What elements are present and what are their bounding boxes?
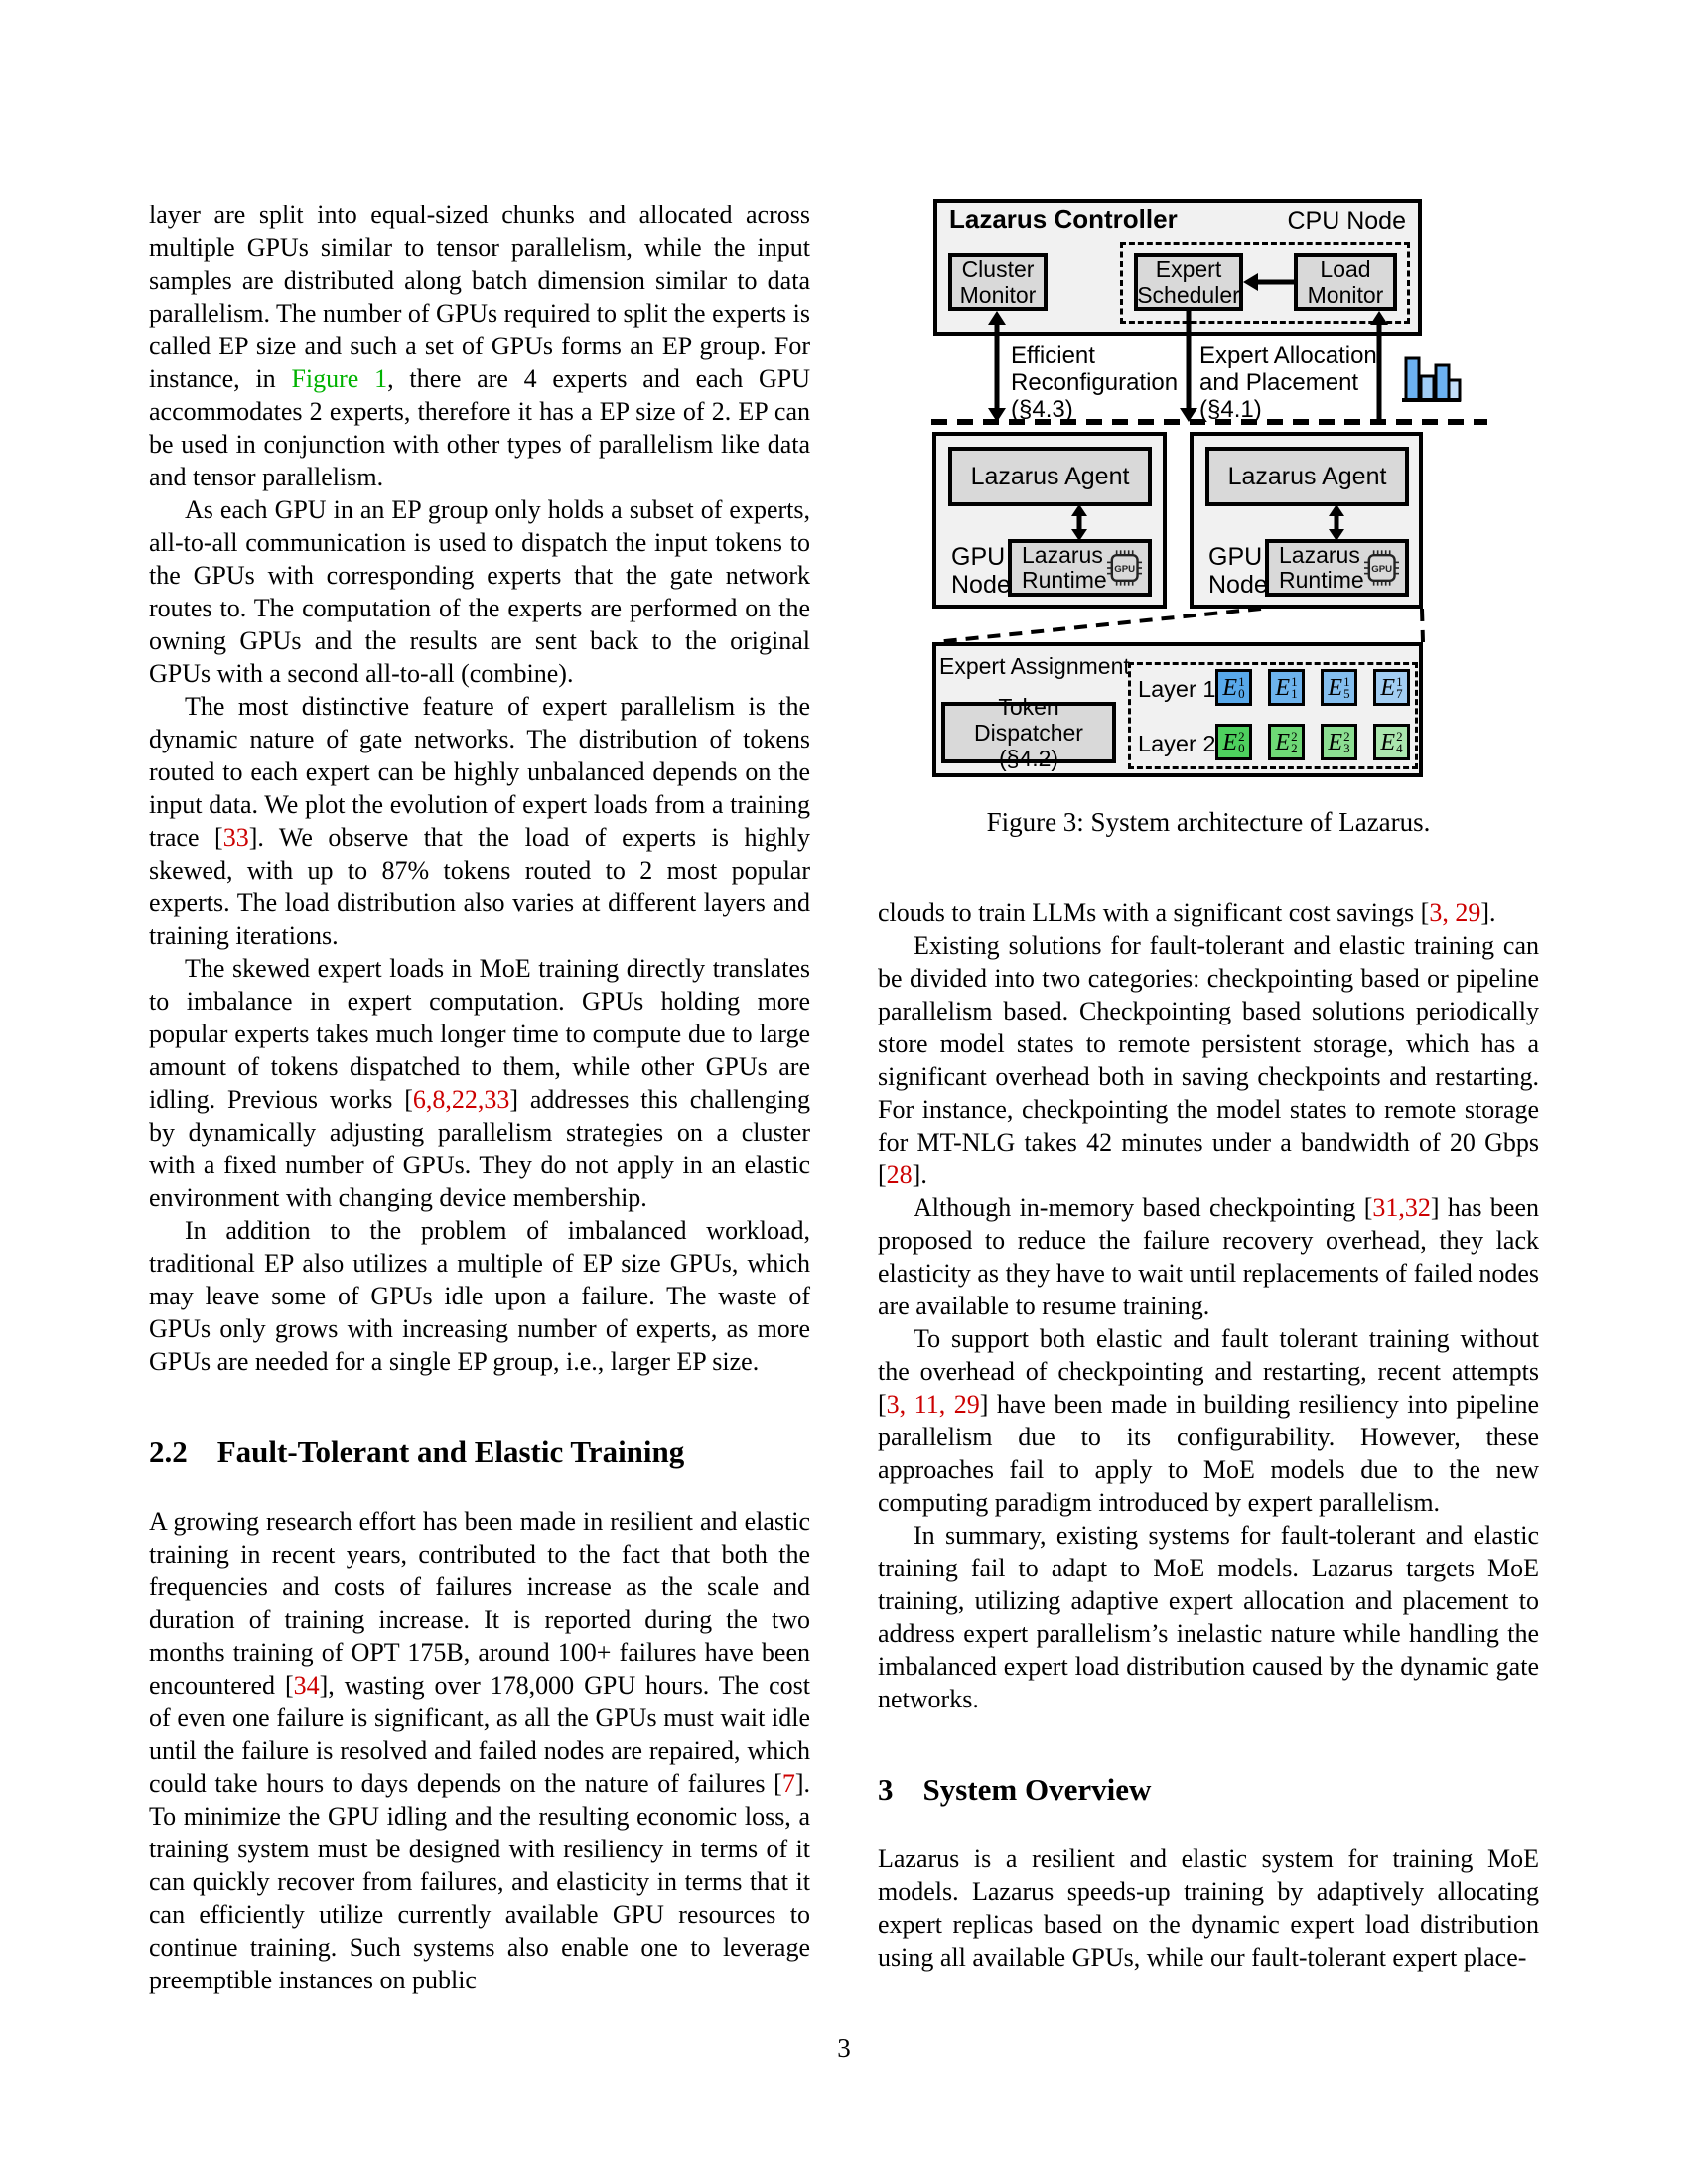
text-run: ]. — [1480, 898, 1496, 927]
body-paragraph — [149, 199, 810, 493]
expert-cell-E4-layer2: E 2 4 — [1373, 724, 1410, 760]
expert-cell-E0-layer2: E 2 0 — [1215, 724, 1252, 760]
text-run: ] has been proposed to reduce the failure recovery overhead, they lack elasticity as they have to wait until replacements of failed nodes are available to resume training. — [878, 1193, 1539, 1320]
load-monitor-line2: Monitor — [1307, 282, 1384, 308]
citation-link[interactable]: 34 — [293, 1671, 320, 1700]
text-run: The most distinctive feature of expert parallelism is the dynamic nature of gate networks. The distribution of tokens routed to each expert can be highly unbalanced depends on the input data. We plot the evolution of expert loads from a training trace [ — [149, 692, 810, 852]
expert-cell-E3-layer2: E 2 3 — [1321, 724, 1357, 760]
text-run: ] addresses this challenging by dynamically adjusting parallelism strategies on a cluster with a fixed number of GPUs. They do not apply in an elastic environment with changing device membership. — [149, 1085, 810, 1212]
alloc-line1: Expert Allocation — [1199, 342, 1377, 369]
lazarus-runtime-box-right — [1265, 539, 1409, 597]
text-run: , there are 4 experts and each GPU accommodates 2 experts, therefore it has a EP size of 2. EP can be used in conjunction with other types of parallelism like data and tensor parallelism. — [149, 364, 810, 491]
citation-link[interactable]: 31,32 — [1372, 1193, 1431, 1222]
cpu-node-label: CPU Node — [1287, 207, 1406, 235]
citation-link[interactable]: 7 — [781, 1769, 795, 1798]
gpu-node-line1: GPU — [1208, 543, 1263, 571]
citation-link[interactable]: 3, 11, 29 — [886, 1390, 980, 1419]
runtime-line1: Lazarus — [1022, 542, 1103, 568]
layer1-expert-row — [1215, 669, 1410, 706]
zoom-dashed-line-right — [1422, 609, 1423, 642]
page-number: 3 — [837, 2033, 851, 2063]
body-paragraph — [878, 1519, 1539, 1715]
layer1-label: Layer 1 — [1138, 676, 1216, 702]
figure-link[interactable]: Figure 1 — [291, 364, 388, 393]
token-dispatcher-line1: Token Dispatcher — [974, 694, 1083, 746]
svg-text:GPU: GPU — [1370, 564, 1392, 576]
section-heading — [149, 1433, 810, 1471]
expert-scheduler-line1: Expert — [1155, 256, 1222, 282]
token-dispatcher-box — [941, 694, 1116, 771]
citation-link[interactable]: 33 — [222, 823, 249, 852]
expert-assignment-label: Expert Assignment — [939, 653, 1130, 679]
text-run: A growing research effort has been made in resilient and elastic training in recent years, contributed to the fact that both the frequencies and costs of failures increase as the scale and duration of training increase. It is reported during the two months training of OPT 175B, around 100+ failures have been encountered [ — [149, 1507, 810, 1700]
body-paragraph — [149, 1505, 810, 1996]
lazarus-runtime-box-left — [1008, 539, 1152, 597]
layer2-expert-row — [1215, 724, 1410, 760]
cluster-monitor-line2: Monitor — [959, 282, 1037, 308]
text-run: ]. — [912, 1160, 927, 1189]
citation-link[interactable]: 28 — [886, 1160, 913, 1189]
load-monitor-line1: Load — [1320, 256, 1371, 282]
expert-cell-E5-layer1: E 1 5 — [1321, 669, 1357, 706]
layer2-label: Layer 2 — [1138, 731, 1216, 756]
body-paragraph — [878, 1843, 1539, 1974]
gpu-node-line2: Node — [951, 571, 1011, 599]
gpu-chip-icon — [1107, 547, 1142, 589]
text-run: To support both elastic and fault tolerant training without the overhead of checkpointing and restarting, recent attempts [ — [878, 1324, 1539, 1419]
body-paragraph — [149, 952, 810, 1214]
agent-label: Lazarus Agent — [970, 463, 1130, 490]
runtime-line2: Runtime — [1279, 567, 1364, 593]
efficient-reconfiguration-label — [1011, 342, 1178, 423]
section-title: Fault-Tolerant and Elastic Training — [216, 1434, 685, 1469]
text-run: Existing solutions for fault-tolerant and elastic training can be divided into two categories: checkpointing based or pipeline parallelism based. Checkpointing based solutions periodically store model states to remote persistent storage, which has a significant overhead both in saving checkpoints and restarting. For instance, checkpointing the model states to remote storage for MT-NLG takes 42 minutes under a bandwidth of 20 Gbps [ — [878, 931, 1539, 1189]
alloc-line2: and Placement — [1199, 369, 1359, 396]
token-dispatcher-line2: (§4.2) — [998, 746, 1059, 771]
cluster-monitor-box — [948, 253, 1048, 311]
right-column — [878, 896, 1539, 1974]
text-run: ], wasting over 178,000 GPU hours. The cost of even one failure is significant, as all the GPUs must wait idle until the failure is resolved and failed nodes are repaired, which could take hours to days depends on the nature of failures [ — [149, 1671, 810, 1798]
text-run: The skewed expert loads in MoE training directly translates to imbalance in expert computation. GPUs holding more popular experts takes much longer time to compute due to large amount of tokens dispatched to them, while other GPUs are idling. Previous works [ — [149, 954, 810, 1114]
section-heading — [878, 1771, 1539, 1809]
expert-scheduler-line2: Scheduler — [1137, 282, 1240, 308]
gpu-node-line1: GPU — [951, 543, 1006, 571]
text-run: layer are split into equal-sized chunks and allocated across multiple GPUs similar to tensor parallelism, while the input samples are distributed along batch dimension similar to data parallelism. The number of GPUs required to split the experts is called EP size and such a set of GPUs forms an EP group. For instance, in — [149, 201, 810, 393]
figure-3-system-architecture — [878, 194, 1553, 789]
body-paragraph — [149, 1214, 810, 1378]
expert-allocation-label — [1199, 342, 1377, 423]
body-paragraph — [149, 690, 810, 952]
section-number: 2.2 — [149, 1434, 188, 1469]
gpu-node-label-right — [1208, 543, 1268, 599]
text-run: Lazarus is a resilient and elastic system for training MoE models. Lazarus speeds-up training by adaptively allocating expert replicas based on the dynamic expert load distribution using all available GPUs, while our fault-tolerant expert place- — [878, 1844, 1539, 1972]
reconfig-line1: Efficient — [1011, 342, 1095, 369]
reconfig-line3: (§4.3) — [1011, 396, 1073, 423]
body-paragraph — [878, 1322, 1539, 1519]
runtime-line1: Lazarus — [1279, 542, 1360, 568]
text-run: ] have been made in building resiliency into pipeline parallelism due to its configurability. However, these approaches fail to apply to MoE models due to the new computing paradigm introduced by expert parallelism. — [878, 1390, 1539, 1517]
figure-caption: Figure 3: System architecture of Lazarus. — [986, 807, 1431, 837]
citation-link[interactable]: 6,8,22,33 — [412, 1085, 510, 1114]
load-monitor-box — [1294, 253, 1397, 311]
text-run: ]. We observe that the load of experts is highly skewed, with up to 87% tokens routed to 2 most popular experts. The load distribution also varies at different layers and training iterations. — [149, 823, 810, 950]
section-number: 3 — [878, 1772, 894, 1807]
lazarus-agent-box-left — [948, 447, 1152, 506]
cluster-monitor-line1: Cluster — [961, 256, 1035, 282]
body-paragraph — [878, 1191, 1539, 1322]
gpu-node-label-left — [951, 543, 1011, 599]
text-run: In addition to the problem of imbalanced workload, traditional EP also utilizes a multiple of EP size GPUs, which may leave some of GPUs idle upon a failure. The waste of GPUs only grows with increasing number of experts, as more GPUs are needed for a single EP group, i.e., larger EP size. — [149, 1216, 810, 1376]
expert-cell-E7-layer1: E 1 7 — [1373, 669, 1410, 706]
section-title: System Overview — [922, 1772, 1152, 1807]
agent-label: Lazarus Agent — [1227, 463, 1387, 490]
runtime-line2: Runtime — [1022, 567, 1107, 593]
expert-scheduler-box — [1134, 253, 1243, 311]
lazarus-agent-box-right — [1205, 447, 1409, 506]
text-run: clouds to train LLMs with a significant cost savings [ — [878, 898, 1430, 927]
svg-text:GPU: GPU — [1113, 564, 1135, 576]
zoom-dashed-line-left — [935, 609, 1261, 642]
expert-cell-E0-layer1: E 1 0 — [1215, 669, 1252, 706]
alloc-line3: (§4.1) — [1199, 396, 1262, 423]
body-paragraph — [878, 929, 1539, 1191]
expert-cell-E2-layer2: E 2 2 — [1268, 724, 1305, 760]
citation-link[interactable]: 3, 29 — [1429, 898, 1481, 927]
controller-label: Lazarus Controller — [949, 205, 1178, 234]
text-run: In summary, existing systems for fault-tolerant and elastic training fail to adapt to MoE models. Lazarus targets MoE training, utilizing adaptive expert allocation and placement to address expert parallelism’s inelastic nature while handling the imbalanced expert load distribution caused by the dynamic gate networks. — [878, 1521, 1539, 1713]
expert-cell-E1-layer1: E 1 1 — [1268, 669, 1305, 706]
body-paragraph — [149, 493, 810, 690]
gpu-node-line2: Node — [1208, 571, 1268, 599]
bar-chart-icon — [1400, 350, 1462, 404]
left-column — [149, 199, 810, 1996]
text-run: As each GPU in an EP group only holds a subset of experts, all-to-all communication is used to dispatch the input tokens to the GPUs with corresponding experts that the gate network routes to. The computation of the experts are performed on the owning GPUs and the results are sent back to the original GPUs with a second all-to-all (combine). — [149, 495, 810, 688]
text-run: ]. To minimize the GPU idling and the resulting economic loss, a training system must be designed with resiliency in terms of it can quickly recover from failures, and elasticity in terms that it can efficiently utilize currently available GPU resources to continue training. Such systems also enable one to leverage preemptible instances on public — [149, 1769, 810, 1994]
reconfig-line2: Reconfiguration — [1011, 369, 1179, 396]
text-run: Although in-memory based checkpointing [ — [914, 1193, 1373, 1222]
gpu-chip-icon — [1364, 547, 1399, 589]
body-paragraph — [878, 896, 1539, 929]
